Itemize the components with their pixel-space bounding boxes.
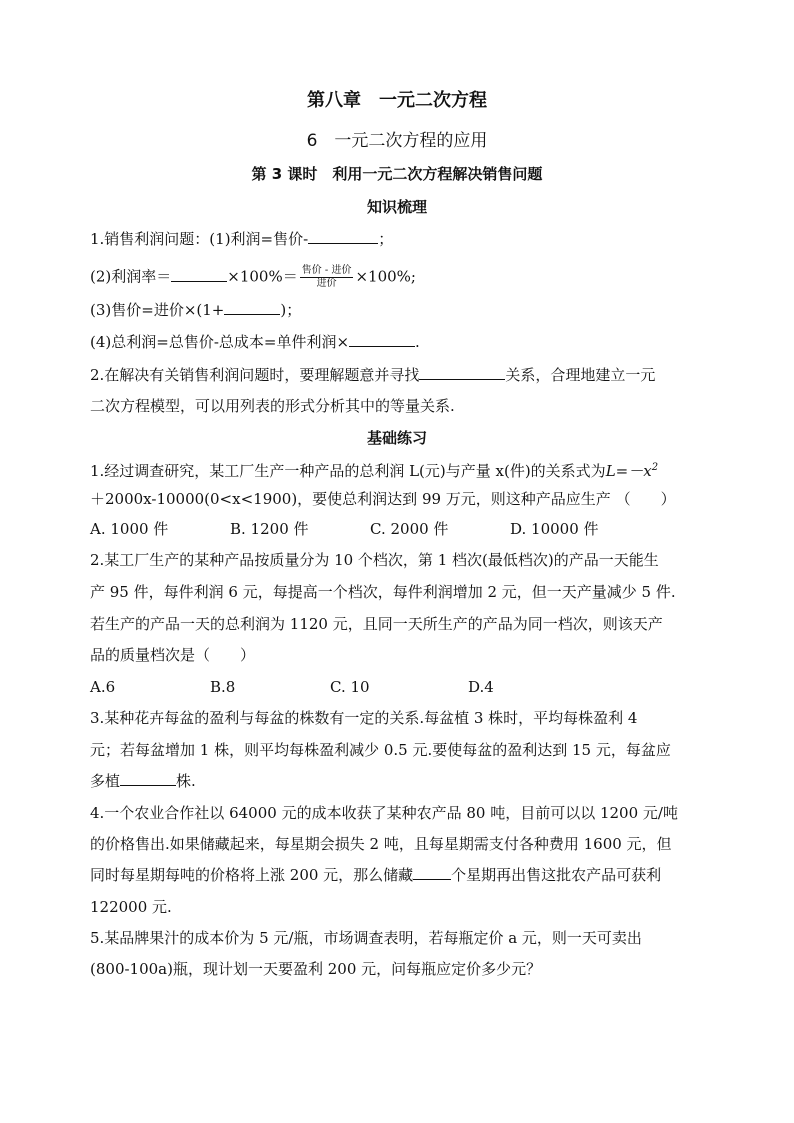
item4-pre: (4)总利润=总售价-总成本=单件利润×	[90, 333, 350, 351]
q2-option-a[interactable]: A.6	[90, 678, 116, 696]
item4-end: .	[415, 333, 420, 351]
q2-line3: 若生产的产品一天的总利润为 1120 元，且同一天所生产的产品为同一档次，则该天产	[90, 615, 663, 633]
lesson-title: 第 3 课时 利用一元二次方程解决销售问题	[251, 165, 543, 183]
q2-option-b[interactable]: B.8	[210, 678, 236, 696]
knowledge-item-4	[90, 332, 420, 352]
q1-text: 1.经过调查研究，某工厂生产一种产品的总利润 L(元)与产量 x(件)的关系式为	[90, 462, 606, 480]
q4-line4: 122000 元.	[90, 898, 172, 916]
q1-exponent: 2	[651, 462, 659, 473]
knowledge-item-3	[90, 300, 301, 320]
item1-text: 1.销售利润问题：(1)利润=售价-	[90, 230, 309, 248]
q4-line1: 4.一个农业合作社以 64000 元的成本收获了某种农产品 80 吨，目前可以以 1200 元/吨	[90, 804, 678, 822]
q3-line3-end: 株.	[176, 772, 196, 790]
q4-line3	[90, 865, 661, 885]
answer-blank[interactable]	[308, 229, 378, 244]
q2-line1: 2.某工厂生产的某种产品按质量分为 10 个档次，第 1 档次(最低档次)的产品一天能生	[90, 551, 659, 569]
answer-blank[interactable]	[413, 865, 451, 880]
practice-heading: 基础练习	[366, 429, 427, 447]
item3-pre: (3)售价=进价×(1+	[90, 301, 225, 319]
item1-end: ；	[378, 230, 394, 248]
q2-options	[90, 677, 710, 697]
knowledge-item-1	[90, 229, 393, 249]
q2-line4: 品的质量档次是（ ）	[90, 646, 256, 664]
section-title: 6 一元二次方程的应用	[306, 131, 488, 151]
item5-end: 关系，合理地建立一元	[505, 366, 656, 384]
q1-option-d[interactable]: D. 10000 件	[510, 520, 599, 538]
q5-line2: (800-100a)瓶，现计划一天要盈利 200 元，问每瓶应定价多少元？	[90, 960, 542, 978]
q1-option-b[interactable]: B. 1200 件	[230, 520, 309, 538]
q1-formula: L=－x	[605, 462, 652, 480]
answer-blank[interactable]	[419, 365, 505, 380]
item5-pre: 2.在解决有关销售利润问题时，要理解题意并寻找	[90, 366, 420, 384]
q4-line2: 的价格售出.如果储藏起来，每星期会损失 2 吨，且每星期需支付各种费用 1600 元，但	[90, 835, 672, 853]
knowledge-item-5	[90, 365, 655, 385]
answer-blank[interactable]	[171, 267, 227, 282]
item2-mid: ×100%＝	[227, 267, 298, 286]
fraction-numerator: 售价 - 进价	[301, 265, 352, 276]
item3-end: )；	[280, 301, 302, 319]
q4-line3-end: 个星期再出售这批农产品可获利	[451, 866, 662, 884]
q3-line3	[90, 771, 196, 791]
q1-option-c[interactable]: C. 2000 件	[370, 520, 449, 538]
q4-line3-pre: 同时每星期每吨的价格将上涨 200 元，那么储藏	[90, 866, 414, 884]
answer-blank[interactable]	[120, 771, 176, 786]
q2-line2: 产 95 件，每件利润 6 元，每提高一个档次，每件利润增加 2 元，但一天产量减少 5 件.	[90, 583, 676, 601]
fraction-denominator: 进价	[316, 278, 337, 289]
q1-options	[90, 519, 710, 539]
knowledge-heading: 知识梳理	[366, 198, 427, 216]
chapter-title: 第八章 一元二次方程	[307, 90, 487, 111]
item2-pre: (2)利润率＝	[90, 267, 172, 286]
knowledge-item-5-line2: 二次方程模型，可以用列表的形式分析其中的等量关系.	[90, 397, 455, 415]
q1-option-a[interactable]: A. 1000 件	[90, 520, 169, 538]
q1-line2: ＋2000x-10000(0<x<1900)，要使总利润达到 99 万元，则这种产品应生产 （ ）	[90, 490, 676, 508]
item2-end: ×100%;	[355, 267, 416, 286]
q3-line2: 元；若每盆增加 1 株，则平均每株盈利减少 0.5 元.要使每盆的盈利达到 15 元，每盆应	[90, 741, 671, 759]
q3-line1: 3.某种花卉每盆的盈利与每盆的株数有一定的关系.每盆植 3 株时，平均每株盈利 4	[90, 709, 638, 727]
profit-rate-fraction	[300, 265, 354, 290]
q3-line3-pre: 多植	[90, 772, 121, 790]
q5-line1: 5.某品牌果汁的成本价为 5 元/瓶，市场调查表明，若每瓶定价 a 元，则一天可卖出	[90, 929, 642, 947]
q2-option-c[interactable]: C. 10	[330, 678, 370, 696]
answer-blank[interactable]	[349, 332, 415, 347]
q2-option-d[interactable]: D.4	[468, 678, 494, 696]
answer-blank[interactable]	[224, 300, 280, 315]
knowledge-item-2	[90, 265, 416, 290]
q1-line1	[90, 458, 658, 481]
